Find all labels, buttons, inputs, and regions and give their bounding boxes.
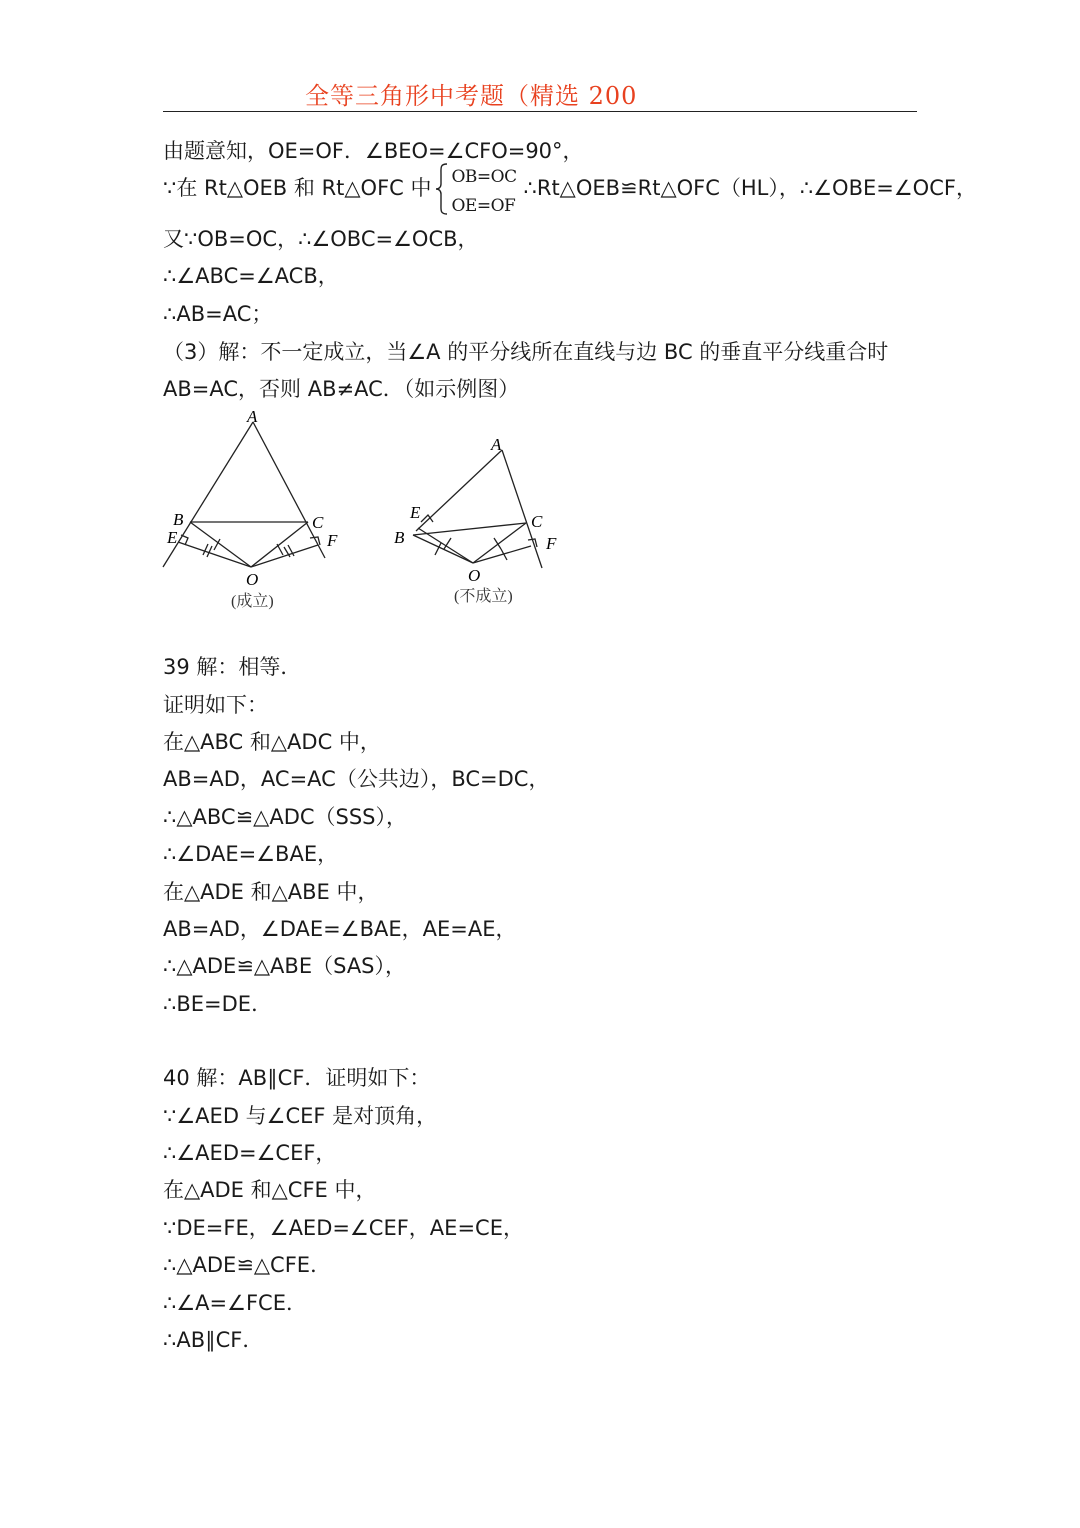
sol40-line-5: ∵DE=FE，∠AED=∠CEF，AE=CE， bbox=[163, 1216, 524, 1240]
sol38-line-7: AB=AC，否则 AB≠AC．（如示例图） bbox=[163, 377, 520, 401]
sol39-line-7: 在△ADE 和△ABE 中， bbox=[163, 880, 379, 904]
sol40-line-1: 40 解：AB∥CF．证明如下： bbox=[163, 1066, 431, 1090]
sol39-line-6: ∴∠DAE=∠BAE， bbox=[163, 842, 339, 866]
sol38-line-2 bbox=[163, 162, 977, 216]
equation-system bbox=[434, 162, 522, 216]
sol39-line-10: ∴BE=DE． bbox=[163, 992, 273, 1016]
sol38-line-2b: ∴Rt△OEB≌Rt△OFC（HL），∴∠OBE=∠OCF， bbox=[523, 176, 977, 200]
fig2-label-b: B bbox=[394, 528, 405, 547]
sol38-line-2a: ∵在 Rt△OEB 和 Rt△OFC 中 bbox=[163, 176, 432, 200]
figure-not-holds bbox=[388, 428, 578, 613]
figure-holds bbox=[160, 405, 350, 615]
sol39-line-1: 39 解：相等． bbox=[163, 655, 302, 679]
sol39-line-9: ∴△ADE≌△ABE（SAS）， bbox=[163, 954, 407, 978]
sol40-line-2: ∵∠AED 与∠CEF 是对顶角， bbox=[163, 1104, 438, 1128]
sol40-line-3: ∴∠AED=∠CEF， bbox=[163, 1141, 337, 1165]
sol39-line-5: ∴△ABC≌△ADC（SSS）， bbox=[163, 805, 408, 829]
sol39-line-8: AB=AD，∠DAE=∠BAE，AE=AE， bbox=[163, 917, 517, 941]
sol39-line-2: 证明如下： bbox=[163, 693, 268, 717]
fig2-label-e: E bbox=[410, 503, 421, 522]
sol39-line-4: AB=AD，AC=AC（公共边），BC=DC， bbox=[163, 767, 550, 791]
fig1-label-f: F bbox=[327, 531, 338, 550]
left-brace-icon bbox=[434, 162, 450, 216]
header-divider bbox=[163, 111, 917, 112]
page-header-title: 全等三角形中考题（精选 200 bbox=[305, 82, 638, 110]
fig1-label-o: O bbox=[246, 570, 259, 589]
fig2-caption: (不成立) bbox=[454, 588, 513, 605]
fig2-label-a: A bbox=[491, 435, 502, 454]
fig1-label-b: B bbox=[173, 510, 184, 529]
sol38-line-5: ∴AB=AC； bbox=[163, 302, 273, 326]
sol40-line-4: 在△ADE 和△CFE 中， bbox=[163, 1178, 377, 1202]
sol38-line-4: ∴∠ABC=∠ACB， bbox=[163, 264, 339, 288]
fig1-label-e: E bbox=[167, 528, 178, 547]
fig2-label-f: F bbox=[546, 534, 557, 553]
sol40-line-6: ∴△ADE≌△CFE． bbox=[163, 1253, 332, 1277]
fig2-label-c: C bbox=[531, 512, 543, 531]
sol38-line-6: （3）解：不一定成立，当∠A 的平分线所在直线与边 BC 的垂直平分线重合时 bbox=[163, 340, 889, 364]
fig1-caption: (成立) bbox=[231, 593, 274, 610]
fig1-label-c: C bbox=[312, 513, 324, 532]
sol39-line-3: 在△ABC 和△ADC 中， bbox=[163, 730, 381, 754]
system-eq-1: OB=OC bbox=[451, 167, 517, 187]
sol38-line-3: 又∵OB=OC，∴∠OBC=∠OCB， bbox=[163, 227, 479, 251]
sol40-line-8: ∴AB∥CF． bbox=[163, 1328, 264, 1352]
sol38-line-1: 由题意知，OE=OF．∠BEO=∠CFO=90°， bbox=[163, 139, 584, 163]
fig1-label-a: A bbox=[247, 407, 258, 426]
sol40-line-7: ∴∠A=∠FCE． bbox=[163, 1291, 307, 1315]
system-eq-2: OE=OF bbox=[451, 196, 516, 216]
fig2-label-o: O bbox=[468, 566, 481, 585]
